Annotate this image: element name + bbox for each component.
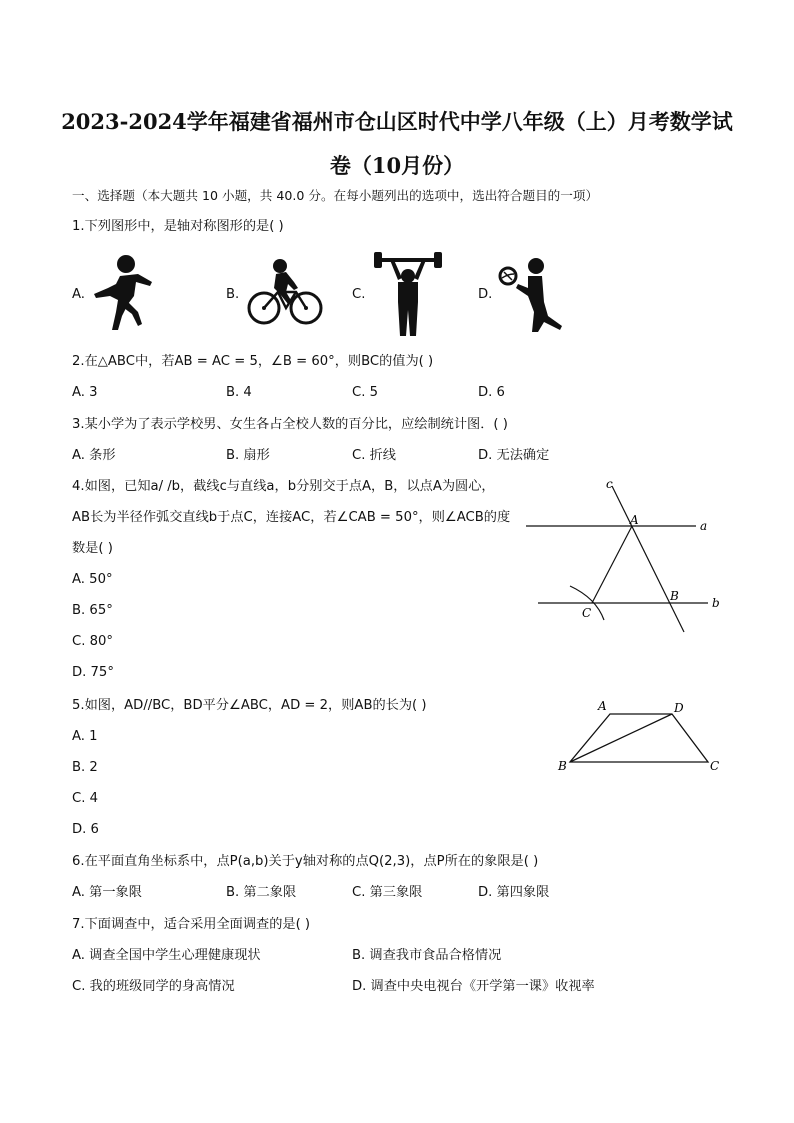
label-point-d: D [674,701,684,715]
shot-putter-figure [88,252,158,332]
q1-option-a: A. [72,287,85,302]
q2-option-d: D. 6 [478,385,505,400]
q2-option-a: A. 3 [72,385,98,400]
exam-title-line2: 卷（10月份） [329,153,465,178]
trapezoid-abcd [570,714,708,762]
q6-option-b: B. 第二象限 [226,885,297,900]
q1-option-c: C. [352,287,366,302]
q5-stem: 5.如图，AD//BC，BD平分∠ABC，AD = 2，则AB的长为( ) [72,698,427,713]
q4-stem-line1: 4.如图，已知a/ /b，截线c与直线a，b分别交于点A，B，以点A为圆心， [72,479,495,494]
label-point-a: A [598,699,607,713]
q5-figure [552,694,732,778]
q6-option-a: A. 第一象限 [72,885,142,900]
segment-ac [592,526,632,603]
q7-option-b: B. 调查我市食品合格情况 [352,948,502,963]
label-point-a: A [630,513,639,527]
q6-option-c: C. 第三象限 [352,885,423,900]
exam-title-line1: 2023-2024学年福建省福州市仓山区时代中学八年级（上）月考数学试 [61,109,733,134]
weightlifter-figure [372,252,444,338]
label-point-c: C [710,759,720,773]
q4-stem-line2: AB长为半径作弧交直线b于点C，连接AC，若∠CAB = 50°，则∠ACB的度 [72,510,511,525]
label-a: a [700,519,708,533]
q2-option-c: C. 5 [352,385,378,400]
q7-option-d: D. 调查中央电视台《开学第一课》收视率 [352,979,595,994]
q7-option-c: C. 我的班级同学的身高情况 [72,979,235,994]
q5-option-c: C. 4 [72,791,98,806]
label-point-b: B [670,589,679,603]
q3-option-c: C. 折线 [352,448,396,463]
label-point-c: C [582,606,592,620]
q4-stem-line3: 数是( ) [72,541,113,556]
label-b: b [712,596,720,610]
q5-option-d: D. 6 [72,822,99,837]
q5-option-b: B. 2 [72,760,98,775]
volleyball-player-figure [498,256,570,334]
q6-stem: 6.在平面直角坐标系中，点P(a,b)关于y轴对称的点Q(2,3)，点P所在的象限是( ) [72,854,539,869]
q4-option-c: C. 80° [72,634,113,649]
line-c [612,486,684,632]
q1-option-b: B. [226,287,240,302]
q7-stem: 7.下面调查中，适合采用全面调查的是( ) [72,917,311,932]
q4-figure [520,472,730,642]
q3-option-b: B. 扇形 [226,448,270,463]
diagonal-bd [570,714,672,762]
exam-title [40,100,754,188]
q3-stem: 3.某小学为了表示学校男、女生各占全校人数的百分比，应绘制统计图．( ) [72,417,508,432]
q4-option-b: B. 65° [72,603,113,618]
q6-option-d: D. 第四象限 [478,885,550,900]
q1-option-d: D. [478,287,493,302]
q3-option-a: A. 条形 [72,448,116,463]
label-c: c [606,477,613,491]
q1-stem: 1.下列图形中，是轴对称图形的是( ) [72,219,284,234]
q2-stem: 2.在△ABC中，若AB = AC = 5，∠B = 60°，则BC的值为( ) [72,354,434,369]
q7-option-a: A. 调查全国中学生心理健康现状 [72,948,261,963]
cyclist-figure [246,258,324,328]
q4-option-a: A. 50° [72,572,113,587]
q5-option-a: A. 1 [72,729,98,744]
q4-option-d: D. 75° [72,665,114,680]
q3-option-d: D. 无法确定 [478,448,550,463]
section-heading: 一、选择题（本大题共 10 小题，共 40.0 分。在每小题列出的选项中，选出符合题目的一项） [72,188,599,203]
q2-option-b: B. 4 [226,385,252,400]
label-point-b: B [558,759,567,773]
